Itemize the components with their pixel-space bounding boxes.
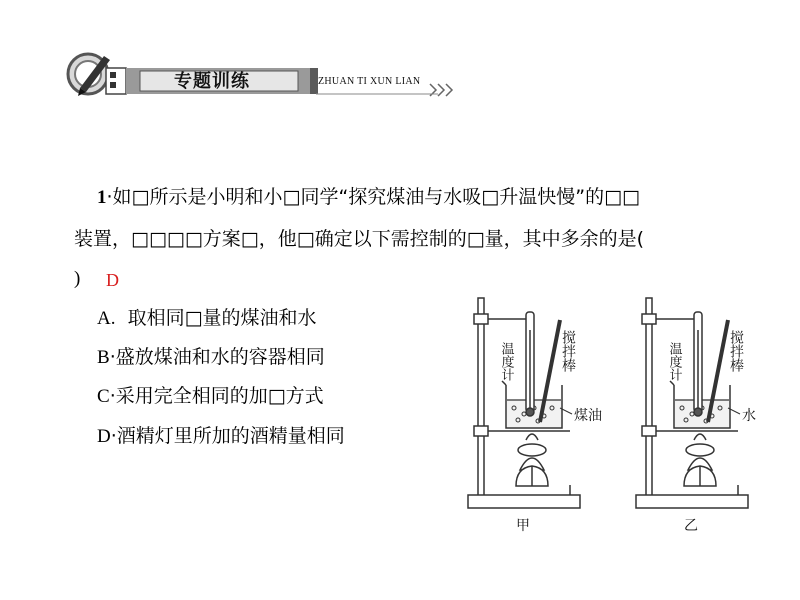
option-letter: A. xyxy=(97,308,116,329)
question-paren: ) xyxy=(74,268,81,289)
option-text: ·采用完全相同的加□方式 xyxy=(109,385,324,407)
right-caption: 乙 xyxy=(684,518,698,534)
question-text-2: 装置，□□□□方案□，他□确定以下需控制的□量，其中多余的是( xyxy=(74,228,645,250)
pen-icon xyxy=(68,54,110,96)
option-d xyxy=(97,424,345,449)
question-line-2 xyxy=(74,226,644,252)
question-line-1 xyxy=(97,184,640,211)
right-thermometer-label: 温度计 xyxy=(666,342,682,381)
question-text-1: ·如□所示是小明和小□同学“探究煤油与水吸□升温快慢”的□□ xyxy=(106,186,640,208)
banner-title: 专题训练 xyxy=(174,71,250,92)
option-b xyxy=(97,345,325,370)
option-c xyxy=(97,384,324,409)
option-a xyxy=(97,306,317,331)
option-text: ·酒精灯里所加的酒精量相同 xyxy=(110,425,345,447)
option-text: ·盛放煤油和水的容器相同 xyxy=(109,346,325,368)
option-letter: B xyxy=(97,347,110,368)
option-letter: D xyxy=(97,426,111,447)
left-liquid-label: 煤油 xyxy=(574,408,602,424)
option-text: 取相同□量的煤油和水 xyxy=(127,307,317,329)
answer-mark: D xyxy=(106,270,119,290)
left-caption: 甲 xyxy=(516,518,530,534)
right-liquid-label: 水 xyxy=(742,408,756,424)
left-thermometer-label: 温度计 xyxy=(498,342,514,381)
right-stirrer-label: 搅拌棒 xyxy=(728,330,744,372)
left-stirrer-label: 搅拌棒 xyxy=(560,330,576,372)
option-letter: C xyxy=(97,386,110,407)
question-number: 1 xyxy=(97,187,107,208)
banner-subtitle: ZHUAN TI XUN LIAN xyxy=(318,76,421,87)
experiment-figure xyxy=(460,290,780,540)
